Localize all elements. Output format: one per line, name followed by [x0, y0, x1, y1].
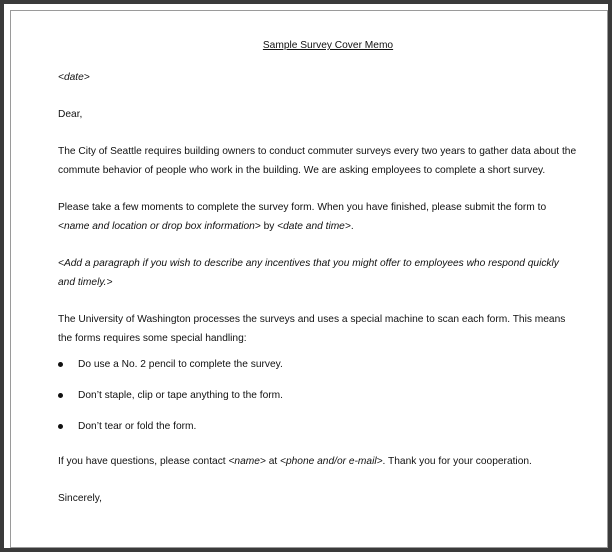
paragraph-contact — [58, 452, 578, 471]
paragraph-intro: The City of Seattle requires building owners to conduct commuter surveys every two years to gather data about the commute behavior of people who work in the building. We are asking employees to complete a short survey. — [58, 146, 577, 176]
location-placeholder: <name and location or drop box information> — [58, 221, 261, 232]
instructions-text-c: . — [350, 221, 354, 232]
contact-text-a: If you have questions, please contact — [58, 456, 229, 467]
contact-text-c: . Thank you for your cooperation. — [382, 456, 532, 467]
deadline-placeholder: <date and time> — [277, 221, 351, 232]
instructions-text-a: Please take a few moments to complete the survey form. When you have finished, please submit the form to — [58, 202, 547, 213]
list-item — [58, 355, 578, 374]
closing: Sincerely, — [58, 493, 102, 504]
date-placeholder: <date> — [58, 72, 90, 83]
list-item-text: Don’t staple, clip or tape anything to the form. — [78, 390, 283, 401]
list-item-text: Do use a No. 2 pencil to complete the survey. — [78, 359, 283, 370]
bullet-icon — [58, 362, 63, 367]
salutation: Dear, — [58, 109, 83, 120]
memo-title: Sample Survey Cover Memo — [262, 40, 394, 51]
bullet-icon — [58, 393, 63, 398]
contact-info-placeholder: <phone and/or e-mail> — [280, 456, 383, 467]
bullet-icon — [58, 424, 63, 429]
handling-list — [58, 355, 578, 436]
list-item — [58, 417, 578, 436]
contact-name-placeholder: <name> — [228, 456, 266, 467]
contact-text-b: at — [265, 456, 281, 467]
list-item-text: Don’t tear or fold the form. — [78, 421, 197, 432]
paragraph-instructions — [58, 198, 578, 236]
memo-page — [58, 36, 578, 508]
paragraph-incentives-placeholder: <Add a paragraph if you wish to describe any incentives that you might offer to employees who respond quickly and timely.> — [58, 258, 559, 288]
list-item — [58, 386, 578, 405]
paragraph-processing: The University of Washington processes the surveys and uses a special machine to scan each form. This means the forms requires some special handling: — [58, 314, 566, 344]
instructions-text-b: by — [260, 221, 278, 232]
